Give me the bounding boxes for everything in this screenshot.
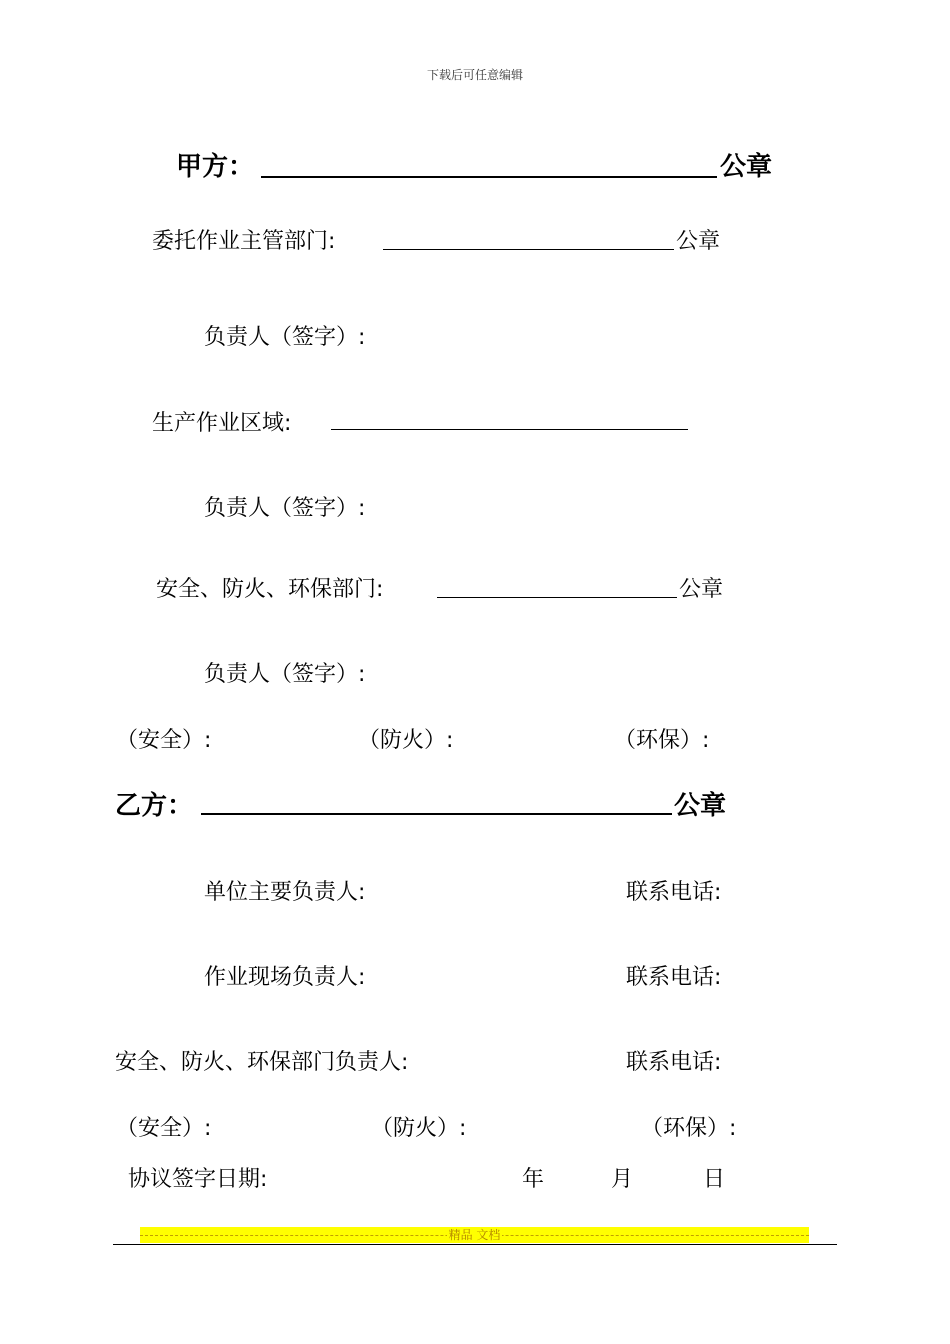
party-a-underline	[261, 176, 717, 178]
party-b-label: 乙方：	[115, 791, 194, 821]
party-b-site-phone: 联系电话:	[626, 965, 722, 990]
party-a-signer-3: 负责人（签字）:	[204, 662, 366, 687]
party-a-seal: 公章	[720, 152, 773, 182]
party-b-head-phone: 联系电话:	[626, 880, 722, 905]
party-a-dept-seal: 公章	[676, 229, 721, 254]
party-a-signer-1: 负责人（签字）:	[204, 325, 366, 350]
party-a-safety-seal: 公章	[679, 577, 724, 602]
date-year: 年	[522, 1167, 545, 1192]
party-b-sig-env: （环保）:	[641, 1116, 737, 1141]
header-note: 下载后可任意编辑	[426, 68, 523, 82]
party-a-dept-underline	[383, 249, 674, 250]
party-a-area-underline	[331, 429, 688, 430]
footer-label: 精品 文档	[448, 1228, 501, 1242]
party-b-site-label: 作业现场负责人:	[204, 965, 366, 990]
footer-band	[140, 1227, 809, 1243]
party-a-sig-env: （环保）:	[614, 728, 710, 753]
party-b-safety-label: 安全、防火、环保部门负责人:	[115, 1050, 409, 1075]
party-b-head-label: 单位主要负责人:	[204, 880, 366, 905]
party-a-signer-2: 负责人（签字）:	[204, 496, 366, 521]
party-b-underline	[201, 813, 672, 815]
date-label: 协议签字日期:	[128, 1167, 268, 1192]
party-b-safety-phone: 联系电话:	[626, 1050, 722, 1075]
party-a-label: 甲方：	[176, 152, 255, 182]
footer-label-wrap	[140, 1227, 809, 1243]
party-a-sig-safety: （安全）:	[116, 728, 212, 753]
party-a-dept-label: 委托作业主管部门:	[152, 229, 336, 254]
footer-rule	[113, 1244, 837, 1245]
party-b-sig-fire: （防火）:	[371, 1116, 467, 1141]
date-day: 日	[703, 1167, 726, 1192]
party-b-seal: 公章	[674, 791, 727, 821]
party-a-area-label: 生产作业区域:	[152, 411, 292, 436]
party-a-safety-underline	[437, 597, 677, 598]
party-b-sig-safety: （安全）:	[116, 1116, 212, 1141]
party-a-safety-label: 安全、防火、环保部门:	[156, 577, 384, 602]
party-a-sig-fire: （防火）:	[358, 728, 454, 753]
date-month: 月	[611, 1167, 634, 1192]
